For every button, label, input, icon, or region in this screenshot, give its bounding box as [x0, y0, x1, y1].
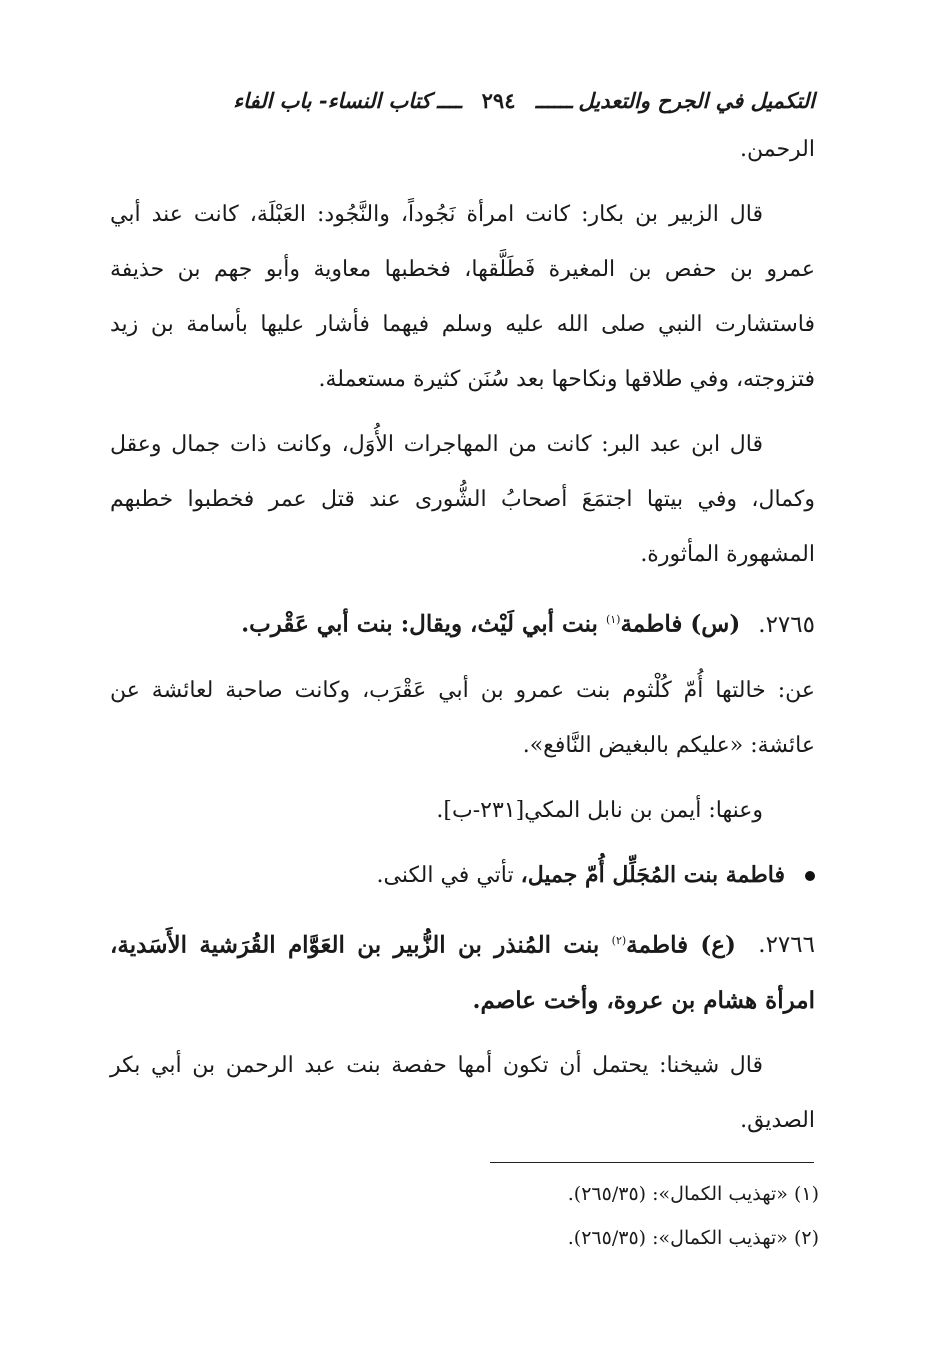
cross-reference: [110, 848, 815, 903]
entry-name: (س) فاطمة: [620, 610, 741, 638]
entry-number: ٢٧٦٥.: [758, 611, 815, 638]
book-page: [110, 78, 815, 1148]
entry-name-rest: بنت أبي لَيْث، ويقال: بنت أبي عَقْرب.: [241, 610, 606, 638]
footnote-1: (١) «تهذيب الكمال»: (٢٦٥/٣٥).: [567, 1183, 819, 1205]
footnote-ref: (١): [605, 613, 621, 626]
bullet-icon: [805, 871, 815, 881]
header-dash: ــــــ: [535, 87, 573, 113]
cross-ref-rest: تأتي في الكنى.: [376, 862, 521, 888]
footnote-2: (٢) «تهذيب الكمال»: (٢٦٥/٣٥).: [567, 1227, 819, 1249]
entry-2765-from: عن: خالتها أُمّ كُلْثوم بنت عمرو بن أبي عَقْرَب، وكانت صاحبة لعائشة عن عائشة: «عليكم بالبغيض النَّافع».: [110, 677, 815, 758]
header-dash: ــــ: [437, 87, 462, 113]
running-header: [110, 78, 815, 122]
footnote-divider: [490, 1162, 814, 1163]
footnote-ref: (٢): [611, 933, 627, 947]
entry-name: (ع) فاطمة: [626, 931, 736, 959]
paragraph-continuation: الرحمن.: [739, 137, 815, 162]
entry-name-rest: بنت المُنذر بن الزُّبير بن العَوَّام القُرَشية الأَسَدية، امرأة هشام بن عروة، وأخت عاصم.: [110, 931, 815, 1015]
entry-2765-heading: [110, 592, 815, 653]
entry-2765-narrators: وعنها: أيمن بن نابل المكي[٢٣١-ب].: [436, 797, 763, 823]
entry-2766-heading: [110, 913, 815, 1029]
cross-ref-name: فاطمة بنت المُجَلِّل أُمّ جميل،: [520, 861, 785, 888]
entry-2766-note: قال شيخنا: يحتمل أن تكون أمها حفصة بنت عبد الرحمن بن أبي بكر الصديق.: [110, 1053, 815, 1134]
page-number: ٢٩٤: [481, 87, 516, 113]
entry-number: ٢٧٦٦.: [758, 932, 815, 959]
section-title: كتاب النساء- باب الفاء: [233, 87, 432, 113]
paragraph-zubayr: قال الزبير بن بكار: كانت امرأة نَجُوداً، والنَّجُود: العَبْلَة، كانت عند أبي عمرو بن حفص بن المغيرة فَطَلَّقها، فخطبها معاوية وأبو جهم بن حذيفة فاستشارت النبي صلى الله عليه وسلم فيهما فأشار عليها بأسامة بن زيد فتزوجته، وفي طلاقها ونكاحها بعد سُنَن كثيرة مستعملة.: [110, 202, 815, 392]
book-title: التكميل في الجرح والتعديل: [578, 87, 815, 113]
paragraph-ibn-abd-albarr: قال ابن عبد البر: كانت من المهاجرات الأُوَل، وكانت ذات جمال وعقل وكمال، وفي بيتها اجتمَعَ أصحابُ الشُّورى عند قتل عمر فخطبوا خطبهم المشهورة المأثورة.: [110, 432, 815, 567]
footnotes: [568, 1172, 819, 1260]
